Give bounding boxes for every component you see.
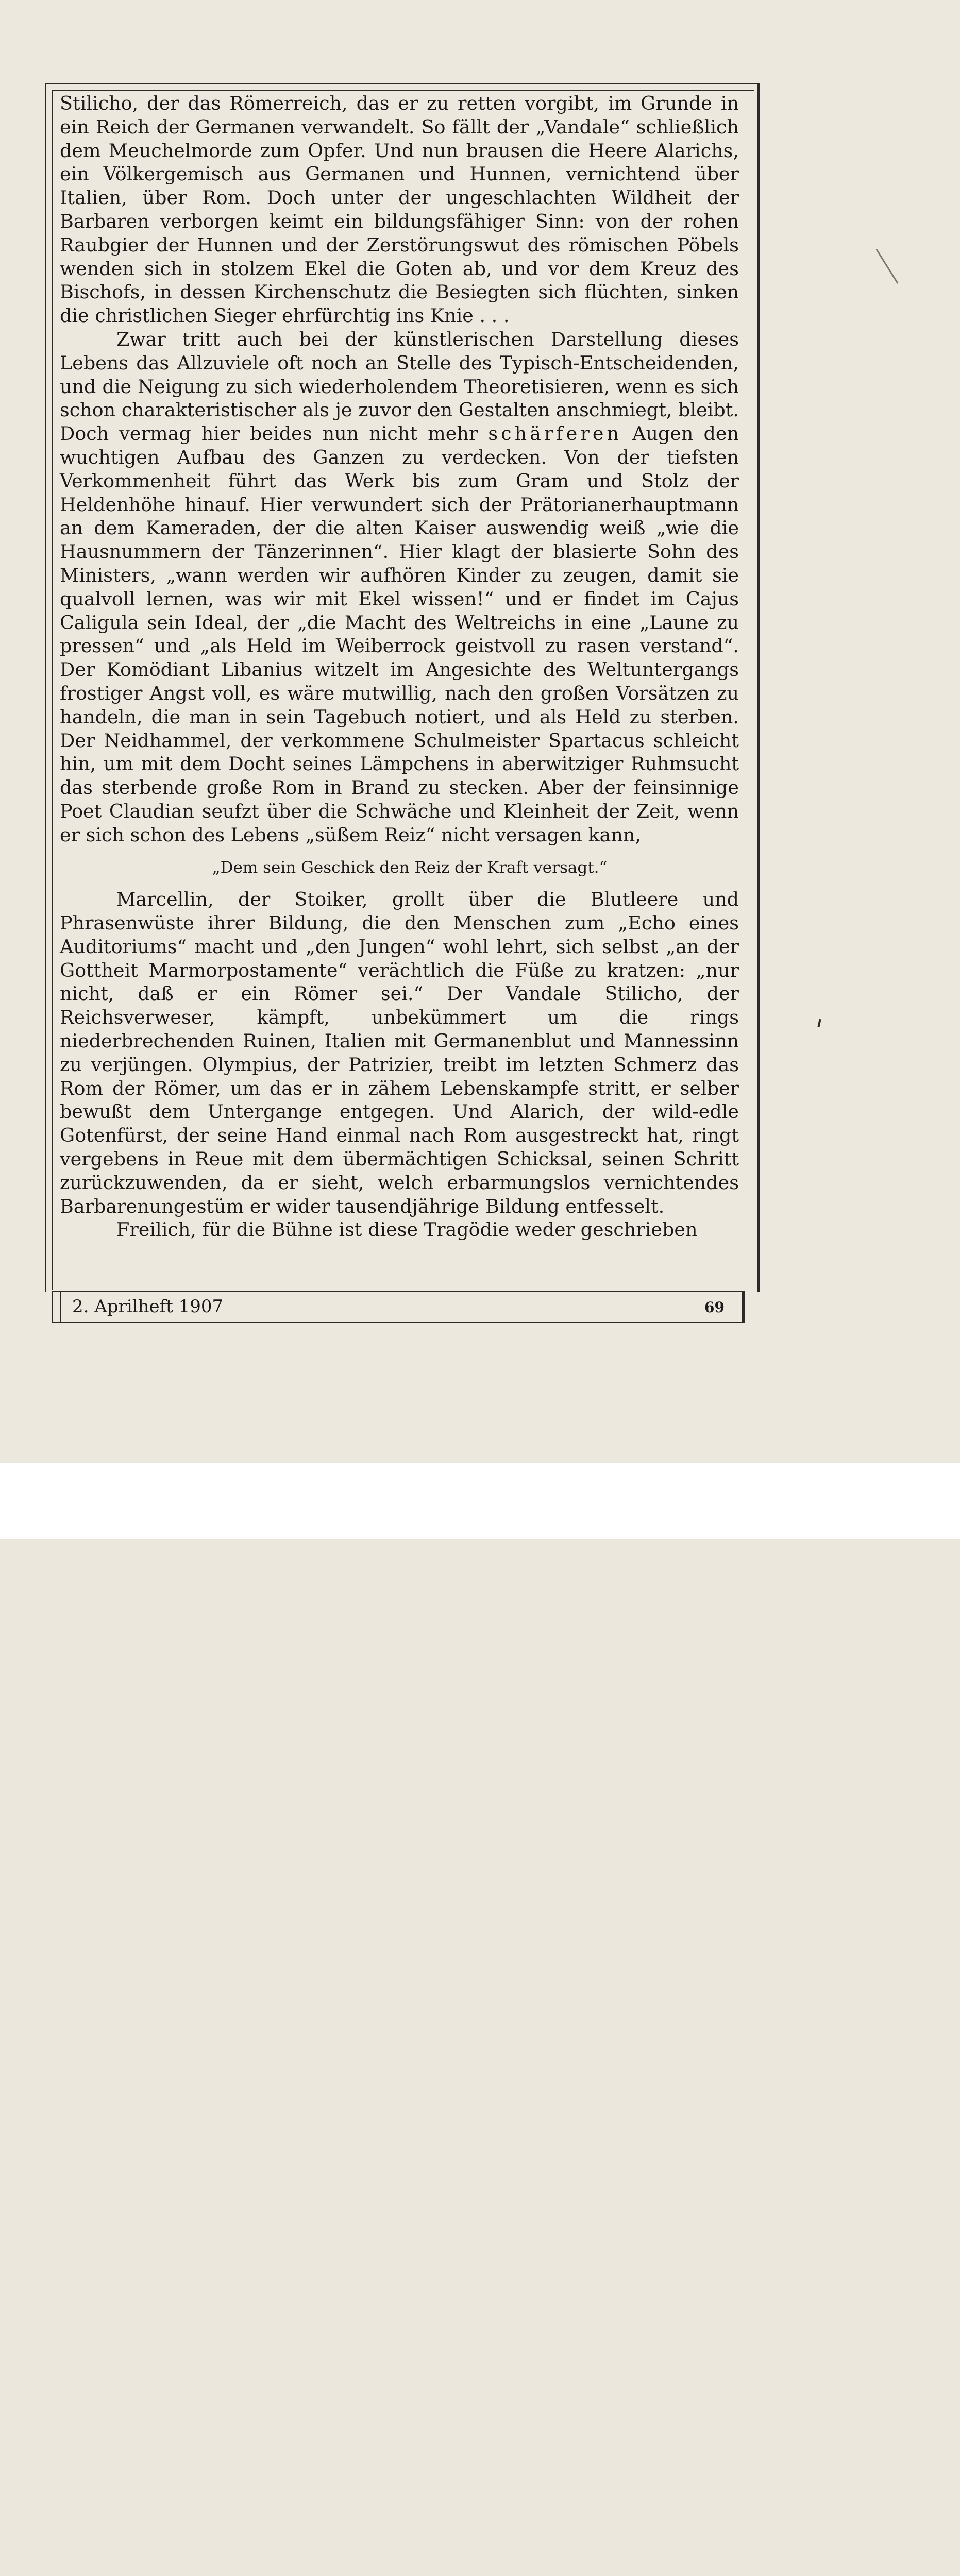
paragraph-4: Freilich, für die Bühne ist diese Tragödie weder geschrieben — [116, 1218, 698, 1241]
paragraph-2-after: Augen den wuchtigen Aufbau des Ganzen zu verdecken. Von der tiefsten Verkommenheit führt das Werk bis zum Gram und Stolz der Heldenhöhe hinauf. Hier verwundert sich der Prätorianerhauptmann an dem Kameraden, der die alten Kaiser auswendig weiß „wie die Hausnummern der Tänzerinnen“. Hier klagt der blasierte Sohn des Ministers, „wann werden wir aufhören Kinder zu zeugen, damit sie qualvoll lernen, was wir mit Ekel wissen!“ und er findet im Cajus Caligula sein Ideal, der „die Macht des Weltreichs in eine „Laune zu pressen“ und „als Held im Weiberrock geistvoll zu rasen verstand“. Der Komödiant Libanius witzelt im Angesichte des Weltuntergangs frostiger Angst voll, es wäre mutwillig, nach den großen Vorsätzen zu handeln, die man in sein Tagebuch notiert, und als Held zu sterben. Der Neidhammel, der verkommene Schulmeister Spartacus schleicht hin, um mit dem Docht seines Lämpchens in aberwitziger Ruhmsucht das sterbende große Rom in Brand zu stecken. Aber der feinsinnige Poet Claudian seufzt über die Schwäche und Kleinheit der Zeit, wenn er sich schon des Lebens „süßem Reiz“ nicht versagen kann, — [60, 422, 739, 846]
paragraph-2-before: Zwar tritt auch bei der künstlerischen Darstellung dieses Lebens das Allzuviele oft noch an Stelle des Typisch-Entscheidenden, und die Neigung zu sich wiederholendem Theoretisieren, wenn es sich schon charakteristischer als je zuvor den Gestalten anschmiegt, bleibt. Doch vermag hier beides nun nicht mehr — [60, 328, 739, 445]
paragraph-2 — [60, 328, 739, 847]
page-number: 69 — [704, 1299, 725, 1316]
verse-quote: „Dem sein Geschick den Reiz der Kraft versagt.“ — [212, 858, 608, 877]
article-body — [60, 92, 739, 1242]
issue-label: 2. Aprilheft 1907 — [72, 1296, 224, 1317]
footer-divider — [60, 1292, 61, 1322]
paragraph-1: Stilicho, der das Römerreich, das er zu retten vorgibt, im Grunde in ein Reich der Germanen verwandelt. So fällt der „Vandale“ schließlich dem Meuchelmorde zum Opfer. Und nun brausen die Heere Alarichs, ein Völkergemisch aus Germanen und Hunnen, vernichtend über Italien, über Rom. Doch unter der ungeschlachten Wildheit der Barbaren verborgen keimt ein bildungsfähiger Sinn: von der rohen Raubgier der Hunnen und der Zerstörungswut des römischen Pöbels wenden sich in stolzem Ekel die Goten ab, und vor dem Kreuz des Bischofs, in dessen Kirchenschutz die Besiegten sich flüchten, sinken die christlichen Sieger ehrfürchtig ins Knie . . . — [60, 92, 739, 327]
margin-pencil-mark — [876, 249, 899, 284]
page-footer — [52, 1291, 745, 1323]
viewer-footer-bar — [0, 1463, 960, 1539]
margin-ink-mark — [817, 1019, 821, 1027]
paragraph-2-emphasis: schärferen — [488, 422, 622, 445]
paragraph-3: Marcellin, der Stoiker, grollt über die Blutleere und Phrasenwüste ihrer Bildung, die den Menschen zum „Echo eines Auditoriums“ macht und „den Jungen“ wohl lehrt, sich selbst „an der Gottheit Marmorpostamente“ verächtlich die Füße zu kratzen: „nur nicht, daß er ein Römer sei.“ Der Vandale Stilicho, der Reichsverweser, kämpft, unbekümmert um die rings niederbrechenden Ruinen, Italien mit Germanenblut und Mannessinn zu verjüngen. Olympius, der Patrizier, treibt im letzten Schmerz das Rom der Römer, um das er in zähem Lebenskampfe stritt, er selber bewußt dem Untergange entgegen. Und Alarich, der wild-edle Gotenfürst, der seine Hand einmal nach Rom ausgestreckt hat, ringt vergebens in Reue mit dem übermächtigen Schicksal, seinen Schritt zurückzuwenden, da er sieht, welch erbarmungslos vernichtendes Barbarenungestüm er wider tausendjährige Bildung entfesselt. — [60, 888, 739, 1217]
